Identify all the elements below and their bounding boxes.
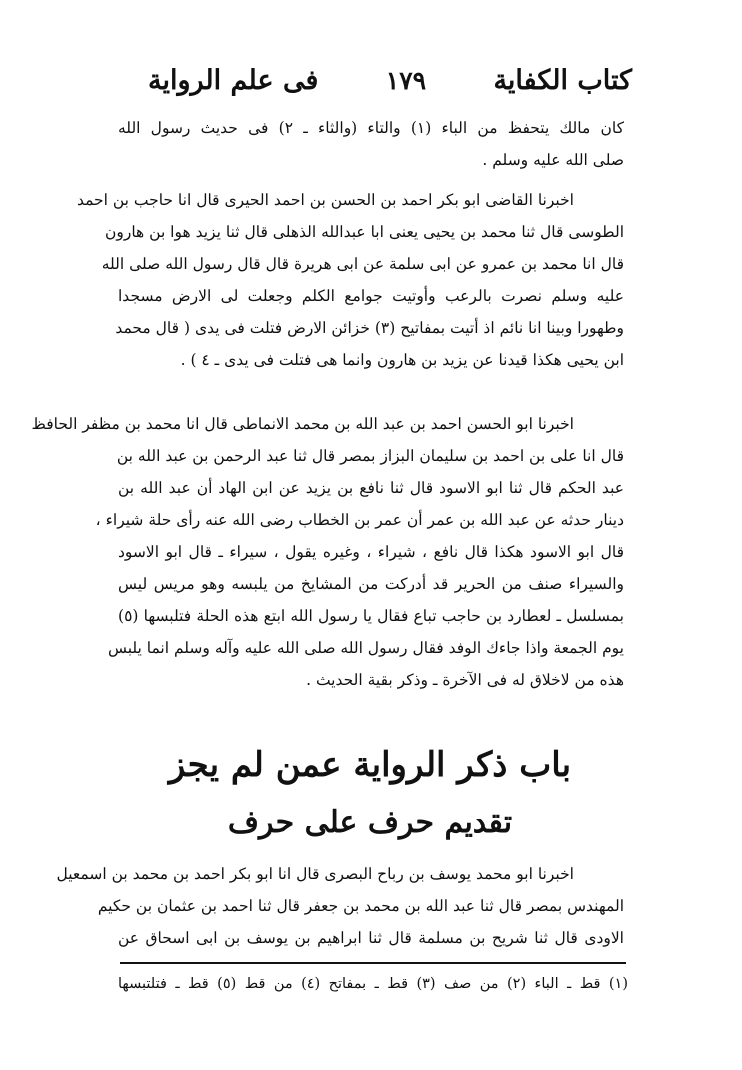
book-title: كتاب الكفاية: [493, 64, 632, 96]
paragraph-malik: [118, 112, 624, 176]
text-line: اخبرنا ابو محمد يوسف بن رباح البصرى قال انا ابو بكر احمد بن محمد بن اسمعيل: [56, 865, 574, 883]
text-line: قال انا على بن احمد بن سليمان البزاز بمصر قال ثنا عبد الرحمن بن عبد الله بن: [116, 447, 624, 465]
text-line: صلى الله عليه وسلم .: [482, 151, 624, 169]
page-number: ١٧٩: [385, 65, 427, 95]
text-line: الاودى قال ثنا شريح بن مسلمة قال ثنا ابراهيم بن يوسف بن ابى اسحاق عن: [118, 929, 624, 947]
chapter-heading-line-1: باب ذكر الرواية عمن لم يجز: [168, 745, 572, 785]
paragraph-hadith-hulla: [31, 408, 624, 696]
text-line: قال انا محمد بن عمرو عن ابى سلمة عن ابى هريرة قال قال رسول الله صلى الله: [101, 255, 624, 273]
paragraph-isnad: [56, 858, 624, 954]
text-line: دينار حدثه عن عبد الله بن عمر أن عمر بن الخطاب رضى الله عنه رأى حلة شيراء ،: [95, 511, 624, 529]
text-line: المهندس بمصر قال ثنا عبد الله بن محمد بن جعفر قال ثنا احمد بن عثمان بن حكيم: [97, 897, 624, 915]
text-line: الطوسى قال ثنا محمد بن يحيى يعنى ابا عبدالله الذهلى قال ثنا يزيد هوا بن هارون: [104, 223, 624, 241]
text-line: وطهورا وبينا انا نائم اذ أتيت بمفاتيح (٣) خزائن الارض فتلت فى يدى ( قال محمد: [115, 319, 624, 337]
text-line: كان مالك يتحفظ من الباء (١) والتاء (والثاء ـ ٢) فى حديث رسول الله: [118, 119, 624, 137]
chapter-heading-line-2: تقديم حرف على حرف: [227, 805, 513, 840]
text-line: عبد الحكم قال ثنا ابو الاسود قال ثنا نافع بن يزيد عن ابن الهاد أن عبد الله بن: [118, 479, 624, 497]
footnotes: (١) قط ـ الباء (٢) من صف (٣) قط ـ بمفاتح (٤) من قط (٥) قط ـ فتلتبسها: [118, 976, 628, 992]
text-line: اخبرنا القاضى ابو بكر احمد بن الحسن بن احمد الحيرى قال انا حاجب بن احمد: [76, 191, 574, 209]
text-line: هذه من لاخلاق له فى الآخرة ـ وذكر بقية الحديث .: [306, 671, 624, 689]
text-line: قال ابو الاسود هكذا قال نافع ، شيراء ، وغيره يقول ، سيراء ـ قال ابو الاسود: [118, 543, 624, 561]
text-line: اخبرنا ابو الحسن احمد بن عبد الله بن محمد الانماطى قال انا محمد بن مظفر الحافظ: [31, 415, 574, 433]
running-header: [148, 60, 632, 100]
text-line: ابن يحيى هكذا قيدنا عن يزيد بن هارون وانما هى فتلت فى يدى ـ ٤ ) .: [180, 351, 624, 369]
text-line: يوم الجمعة واذا جاءك الوفد فقال رسول الله صلى الله عليه وآله وسلم انما يلبس: [107, 639, 624, 657]
text-line: بمسلسل ـ لعطارد بن حاجب تباع فقال يا رسول الله ابتع هذه الحلة فتلبسها (٥): [118, 607, 624, 625]
text-line: والسيراء صنف من الحرير قد أدركت من المشايخ من يلبسه وهو مريس ليس: [118, 575, 624, 593]
footnote-divider: [120, 962, 626, 964]
text-line: عليه وسلم نصرت بالرعب وأوتيت جوامع الكلم وجعلت لى الارض مسجدا: [118, 287, 624, 305]
paragraph-hadith-jawami: [76, 184, 624, 376]
book-subtitle: فى علم الرواية: [148, 64, 319, 96]
